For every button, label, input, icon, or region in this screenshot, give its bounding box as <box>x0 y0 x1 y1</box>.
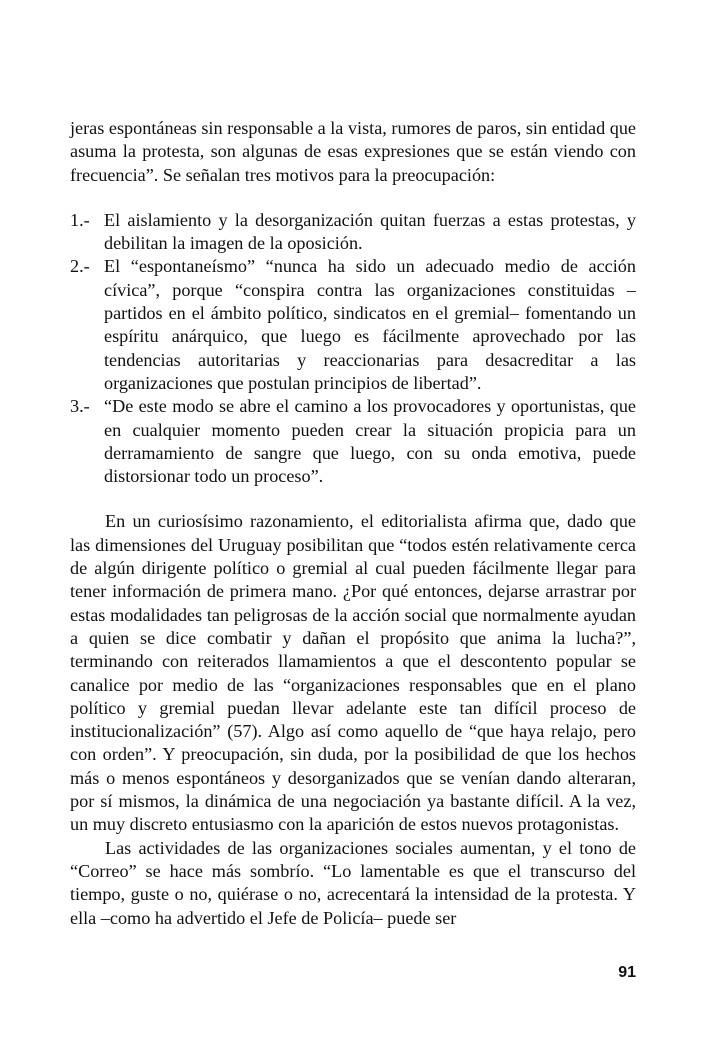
paragraph-editorial: En un curiosísimo razonamiento, el editorialista afirma que, dado que las dimensiones del Uruguay posibilitan que “todos estén relativamente cerca de algún dirigente político o gremial al cual pueden fácilmente llegar para tener información de primera mano. ¿Por qué entonces, dejarse arrastrar por estas modalidades tan peligrosas de la acción social que normalmente ayudan a quien se dice combatir y dañan el propósito que anima la lucha?”, terminando con reiterados llamamientos a que el descontento popular se canalice por medio de las “organizaciones responsables que en el plano político y gremial puedan llevar adelante este tan difícil proceso de institucionalización” (57). Algo así como aquello de “que haya relajo, pero con orden”. Y preocupación, sin duda, por la posibilidad de que los hechos más o menos espontáneos y desorganizados que se venían dando alteraran, por sí mismos, la dinámica de una negociación ya bastante difícil. A la vez, un muy discreto entusiasmo con la aparición de estos nuevos protagonistas. <box>70 511 636 835</box>
list-item-number: 3.- <box>70 396 90 417</box>
list-item <box>70 255 636 395</box>
paragraph-correo: Las actividades de las organizaciones sociales aumentan, y el tono de “Correo” se hace más sombrío. “Lo lamentable es que el transcurso del tiempo, guste o no, quiérase o no, acrecentará la intensidad de la protesta. Y ella –como ha advertido el Jefe de Policía– puede ser <box>70 837 636 928</box>
paragraph-gap <box>70 187 636 209</box>
list-item <box>70 209 636 256</box>
list-item-text: El aislamiento y la desorganización quitan fuerzas a estas protestas, y debilitan la imagen de la oposición. <box>104 209 636 254</box>
paragraph-gap <box>70 488 636 510</box>
list-item-text: “De este modo se abre el camino a los provocadores y oportunistas, que en cualquier momento pueden crear la situación propicia para un derramamiento de sangre que luego, con su onda emotiva, puede distorsionar todo un proceso”. <box>104 396 636 487</box>
page-number: 91 <box>618 964 636 981</box>
numbered-list <box>70 209 636 489</box>
body-text <box>70 117 636 930</box>
list-item-number: 2.- <box>70 256 90 277</box>
list-item <box>70 395 636 488</box>
list-item-number: 1.- <box>70 209 90 230</box>
list-item-text: El “espontaneísmo” “nunca ha sido un adecuado medio de acción cívica”, porque “conspira contra las organizaciones constituidas –partidos en el ámbito político, sindicatos en el gremial– fomentando un espíritu anárquico, que luego es fácilmente aprovechado por las tendencias autoritarias y reaccionarias para desacreditar a las organizaciones que postulan principios de libertad”. <box>104 256 636 393</box>
paragraph-continuation: jeras espontáneas sin responsable a la vista, rumores de paros, sin entidad que asuma la protesta, son algunas de esas expresiones que se están viendo con frecuencia”. Se señalan tres motivos para la preocupación: <box>70 118 636 185</box>
